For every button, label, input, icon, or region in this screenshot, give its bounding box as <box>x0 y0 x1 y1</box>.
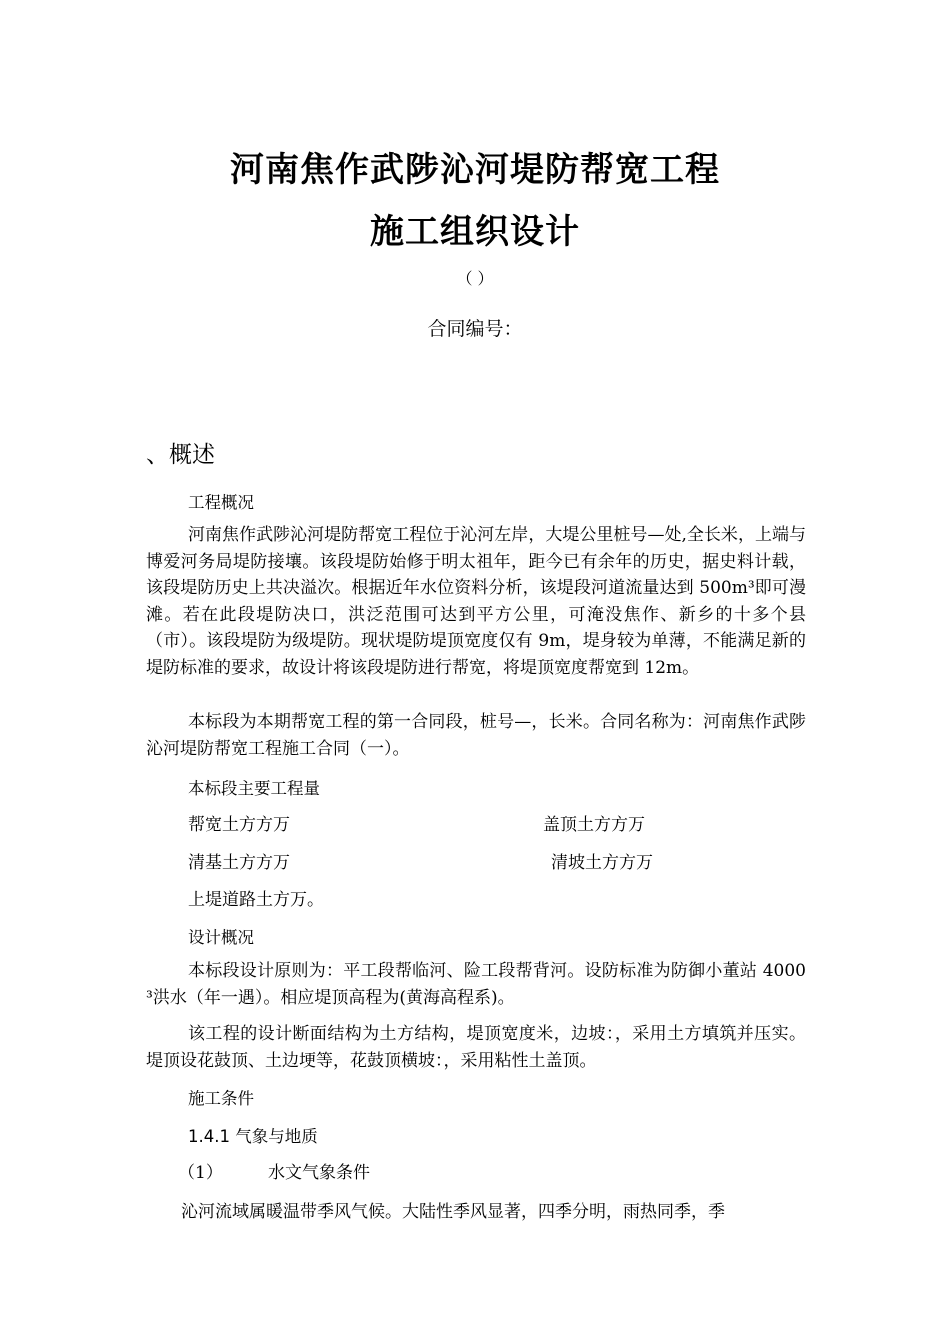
quantity-top-cover-earthwork: 盖顶土方方万 <box>543 815 645 835</box>
document-title: 河南焦作武陟沁河堤防帮宽工程 <box>230 150 720 190</box>
quantity-foundation-clearing: 清基土方方万 <box>188 853 290 873</box>
paragraph-contract-section: 本标段为本期帮宽工程的第一合同段，桩号—，长米。合同名称为：河南焦作武陟沁河堤防帮宽工程施工合同（一）。 <box>146 712 806 759</box>
subheading-project-overview: 工程概况 <box>188 493 254 512</box>
paragraph-design-principle: 本标段设计原则为：平工段帮临河、险工段帮背河。设防标准为防御小董站 4000 ³洪水（年一遇）。相应堤顶高程为(黄海高程系)。 <box>146 961 806 1008</box>
paragraph-project-overview: 河南焦作武陟沁河堤防帮宽工程位于沁河左岸，大堤公里桩号—处,全长米，上端与博爱河务局堤防接壤。该段堤防始修于明太祖年，距今已有余年的历史，据史料计载，该段堤防历史上共决溢次。根据近年水位资料分析，该堤段河道流量达到 500m³即可漫滩。若在此段堤防决口，洪泛范围可达到平方公里，可淹没焦作、新乡的十多个县（市）。该段堤防为级堤防。现状堤防堤顶宽度仅有 9m，堤身较为单薄，不能满足新的堤防标准的要求，故设计将该段堤防进行帮宽，将堤顶宽度帮宽到 12m。 <box>146 525 806 678</box>
subheading-climate-geology: 1.4.1 气象与地质 <box>188 1127 318 1146</box>
quantity-slope-clearing: 清坡土方方万 <box>551 853 653 873</box>
quantity-access-road: 上堤道路土方万。 <box>188 890 324 910</box>
subheading-construction-conditions: 施工条件 <box>188 1089 254 1108</box>
subheading-design-overview: 设计概况 <box>188 928 254 947</box>
title-parenthetical: （ ） <box>456 269 494 288</box>
paragraph-design-section: 该工程的设计断面结构为土方结构，堤顶宽度米，边坡：，采用土方填筑并压实。堤顶设花鼓顶、土边埂等，花鼓顶横坡：，采用粘性土盖顶。 <box>146 1024 806 1071</box>
contract-number-label: 合同编号： <box>427 318 523 340</box>
paragraph-hydro-climate: 沁河流域属暖温带季风气候。大陆性季风显著，四季分明，雨热同季，季 <box>181 1202 725 1222</box>
section-heading-overview: 、概述 <box>146 442 215 468</box>
hydro-item-number: （1） <box>178 1163 223 1183</box>
subheading-main-quantities: 本标段主要工程量 <box>188 779 320 798</box>
hydro-item-label: 水文气象条件 <box>268 1163 370 1183</box>
document-subtitle: 施工组织设计 <box>370 212 580 252</box>
quantity-widening-earthwork: 帮宽土方方万 <box>188 815 290 835</box>
